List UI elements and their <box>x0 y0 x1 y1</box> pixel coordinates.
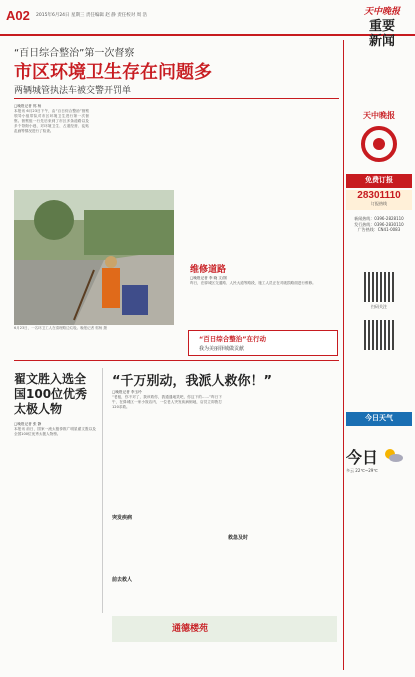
repair-body: 昨日，在驿城区交通路、人民大道等路段，施工人员正在对破损路面进行维修。 <box>190 281 316 285</box>
side-logo-text: 天中晚报 <box>363 111 395 120</box>
qr-code-icon[interactable] <box>364 272 394 302</box>
lead-body-col1 <box>14 104 89 186</box>
qr-code-icon[interactable] <box>364 320 394 350</box>
photo-caption: 6月23日，一名环卫工人在清理路边垃圾。晚报记者 郭杨 摄 <box>14 326 107 330</box>
weather-block <box>346 445 412 474</box>
repair-byline: □晚报记者 李 晓 文/图 <box>190 276 227 280</box>
contact-line: 新闻热线：0396-2828110 <box>354 216 404 221</box>
story2-byline: □晚报记者 李玉玲 <box>112 390 142 394</box>
contact-lines <box>346 216 412 233</box>
subscription-promo[interactable]: 免费订报 <box>346 174 412 188</box>
story3-headline: 翟文胜入选全国100位优秀太极人物 <box>14 372 88 416</box>
brand-logo: 天中晚报 <box>363 6 400 16</box>
repair-text <box>190 276 338 324</box>
hotline-number: 28301110 <box>357 190 401 201</box>
lead-subtitle: 两辆城管执法车被交警开罚单 <box>14 86 132 96</box>
story2-text-d <box>228 542 338 612</box>
side-logo-block <box>346 110 412 170</box>
bottom-advertisement <box>112 616 337 642</box>
ad-title: 通德楼苑 <box>172 624 209 634</box>
lead-byline: □晚报记者 郭 杨 <box>14 104 42 108</box>
repair-heading: 维修道路 <box>190 265 227 275</box>
story2-headline: “千万别动，我派人救你！” <box>112 374 273 389</box>
story3-body: 本报讯 前日，国家一流太极拳推广明星翟文胜以及全国100位优秀太极人物榜。 <box>14 427 96 436</box>
contact-line: 广告热线：CN41-0083 <box>357 227 401 232</box>
brand-emblem-icon <box>359 124 399 164</box>
story2-subhead-b: 前去救人 <box>112 577 133 583</box>
hotline-label: 订报热线 <box>371 201 387 206</box>
date-line: 2015年6月24日 星期三 责任编辑 赵 静 责任校对 周 浩 <box>36 13 148 18</box>
brand-block <box>352 4 412 49</box>
qr-block <box>346 270 412 352</box>
story2-text <box>112 390 222 510</box>
contact-line: 发行热线：0396-2830110 <box>354 221 404 227</box>
story3-byline: □晚报记者 张 静 <box>14 422 42 426</box>
page-number: A02 <box>6 8 30 23</box>
column-rule <box>102 368 103 613</box>
banner-subtitle: 我为美丽驿城做贡献 <box>199 346 245 352</box>
campaign-banner <box>188 330 338 356</box>
divider <box>14 98 339 99</box>
hotline-block <box>346 190 412 210</box>
story2-text-b <box>112 522 222 572</box>
weather-day: 今日 <box>346 448 379 467</box>
page-header <box>0 0 415 49</box>
story2-subhead-c: 救急及时 <box>228 535 249 541</box>
street-cleaner-photo <box>14 190 174 325</box>
weather-title: 今日天气 <box>346 412 412 426</box>
lead-body-col2 <box>94 104 179 186</box>
story2-subhead-a: 突发疾病 <box>112 515 133 521</box>
lead-body-text: 本报讯 6月23日下午，由“百日综合整治”督察领导小组带队对市区环境卫生进行第一次督察。督察组一行先后来到了市区多条道路以及多个背街小巷，对环境卫生、占道经营、乱贴乱画等情况进行了检查。 <box>14 109 89 133</box>
lead-kicker: “百日综合整治”第一次督察 <box>14 48 135 59</box>
lead-headline: 市区环境卫生存在问题多 <box>14 62 212 83</box>
sun-cloud-icon <box>383 447 403 463</box>
story2-body: “老板，你不对了，我该救你，我通通地笑吧，你这下的……”昨日下午，在驿城区一家小饭店内，一位老人突发疾病倒地，店员立即拨打120求救。 <box>112 395 222 409</box>
story2-text-c <box>228 390 338 530</box>
sidebar-rule <box>343 40 344 670</box>
divider <box>14 360 339 361</box>
weather-temp: 多云 22℃~29℃ <box>346 468 378 473</box>
qr-label: 扫码关注 <box>371 304 387 309</box>
story3-text <box>14 422 96 612</box>
banner-title: “百日综合整治”在行动 <box>199 335 267 343</box>
section-title: 重要新闻 <box>368 19 395 49</box>
